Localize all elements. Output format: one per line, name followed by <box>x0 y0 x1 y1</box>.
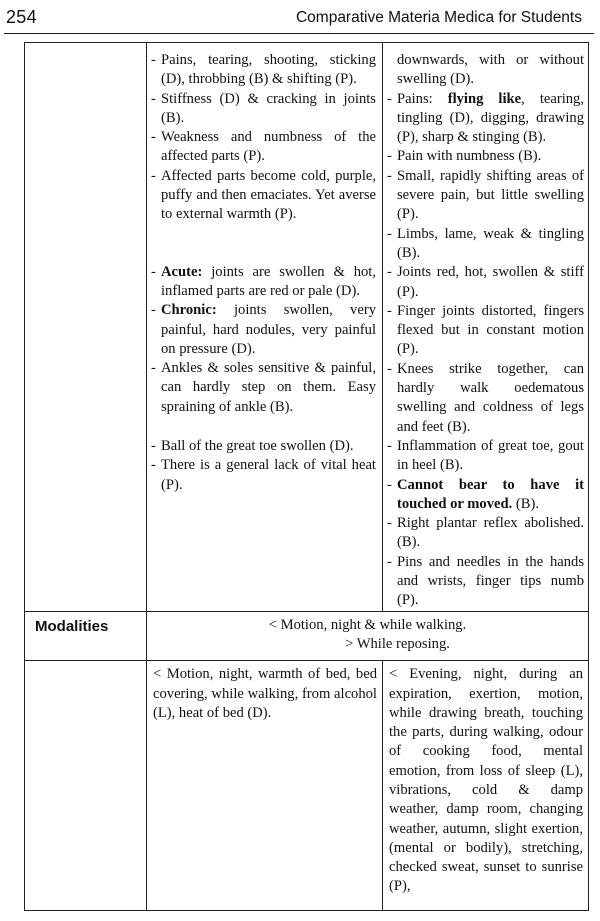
pains-emphasis: flying like <box>447 90 522 107</box>
list-item: - Pins and needles in the hands and wrists, finger tips numb (P). <box>387 553 584 611</box>
middle-modalities-cell: < Motion, night, warmth of bed, bed covering, while walking, from alcohol (L), heat of bed (D). <box>147 661 383 911</box>
chronic-label: Chronic: <box>161 302 217 319</box>
symptoms-row <box>25 43 589 612</box>
modalities-label: Modalities <box>25 611 147 661</box>
common-worse: < Motion, night & while walking. <box>268 616 467 633</box>
list-item: - Small, rapidly shifting areas of severe pain, but little swelling (P). <box>387 167 584 225</box>
list-item-continued: downwards, with or without swelling (D). <box>397 52 584 88</box>
section-label-cell-empty <box>25 43 147 612</box>
right-symptom-list <box>383 43 588 611</box>
list-item: - Inflammation of great toe, gout in heel (B). <box>387 437 584 476</box>
section-label-cell-empty <box>25 661 147 911</box>
header-rule <box>4 33 594 34</box>
list-item-chronic <box>151 301 376 359</box>
chronic-text: joints swollen, very painful, hard nodules, very painful on pressure (D). <box>161 302 376 357</box>
page-number: 254 <box>6 7 37 27</box>
spacer <box>151 225 376 244</box>
cannot-rest: (B). <box>512 495 540 512</box>
middle-column-cell <box>147 43 383 612</box>
list-item-pains <box>387 90 584 148</box>
list-item: - Finger joints distorted, fingers flexed but in constant motion (P). <box>387 302 584 360</box>
comparison-table <box>24 42 589 911</box>
acute-label: Acute: <box>161 263 203 280</box>
list-item: - Limbs, lame, weak & tingling (B). <box>387 225 584 264</box>
modalities-detail-row <box>25 661 589 911</box>
list-item: - Stiffness (D) & cracking in joints (B). <box>151 90 376 129</box>
list-item: - Right plantar reflex abolished. (B). <box>387 514 584 553</box>
modalities-common-row <box>25 611 589 661</box>
list-item: - Knees strike together, can hardly walk oedematous swelling and coldness of legs and feet (B). <box>387 360 584 437</box>
list-item: - Joints red, hot, swollen & stiff (P). <box>387 263 584 302</box>
list-item-acute <box>151 263 376 302</box>
list-item: - Pain with numbness (B). <box>387 147 584 166</box>
spacer <box>151 417 376 437</box>
cannot-emphasis: Cannot bear to have it touched or moved. <box>397 476 584 512</box>
list-item: - Pains, tearing, shooting, sticking (D), throbbing (B) & shifting (P). <box>151 51 376 90</box>
list-item: - Ball of the great toe swollen (D). <box>151 437 376 456</box>
list-item: - Weakness and numbness of the affected parts (P). <box>151 128 376 167</box>
list-item-cannot <box>387 476 584 515</box>
pains-prefix: Pains: <box>397 90 448 107</box>
running-title: Comparative Materia Medica for Students <box>295 9 582 26</box>
list-item: - Affected parts become cold, purple, puffy and then emaciates. Yet averse to external warmth (P). <box>151 167 376 225</box>
right-modalities-cell: < Evening, night, during an expiration, exertion, motion, while drawing breath, touching the parts, during walking, odour of cooking food, mental emotion, from loss of sleep (L), vibrations, cold & damp weather, damp room, changing weather, autumn, slight exertion, (mental or bodily), stretching, checked sweat, sunset to sunrise (P), <box>383 661 589 911</box>
right-column-cell <box>383 43 589 612</box>
spacer <box>151 244 376 263</box>
middle-symptom-list <box>147 43 382 495</box>
list-item: - Ankles & soles sensitive & painful, can hardly step on them. Easy spraining of ankle (B). <box>151 359 376 417</box>
acute-text: joints are swollen & hot, inflamed parts are red or pale (D). <box>161 263 376 299</box>
pains-rest: , tearing, tingling (D), digging, drawing (P), sharp & stinging (B). <box>397 90 584 146</box>
list-item: - There is a general lack of vital heat (P). <box>151 456 376 495</box>
common-better: > While reposing. <box>345 635 450 652</box>
common-modalities-cell <box>147 611 589 661</box>
